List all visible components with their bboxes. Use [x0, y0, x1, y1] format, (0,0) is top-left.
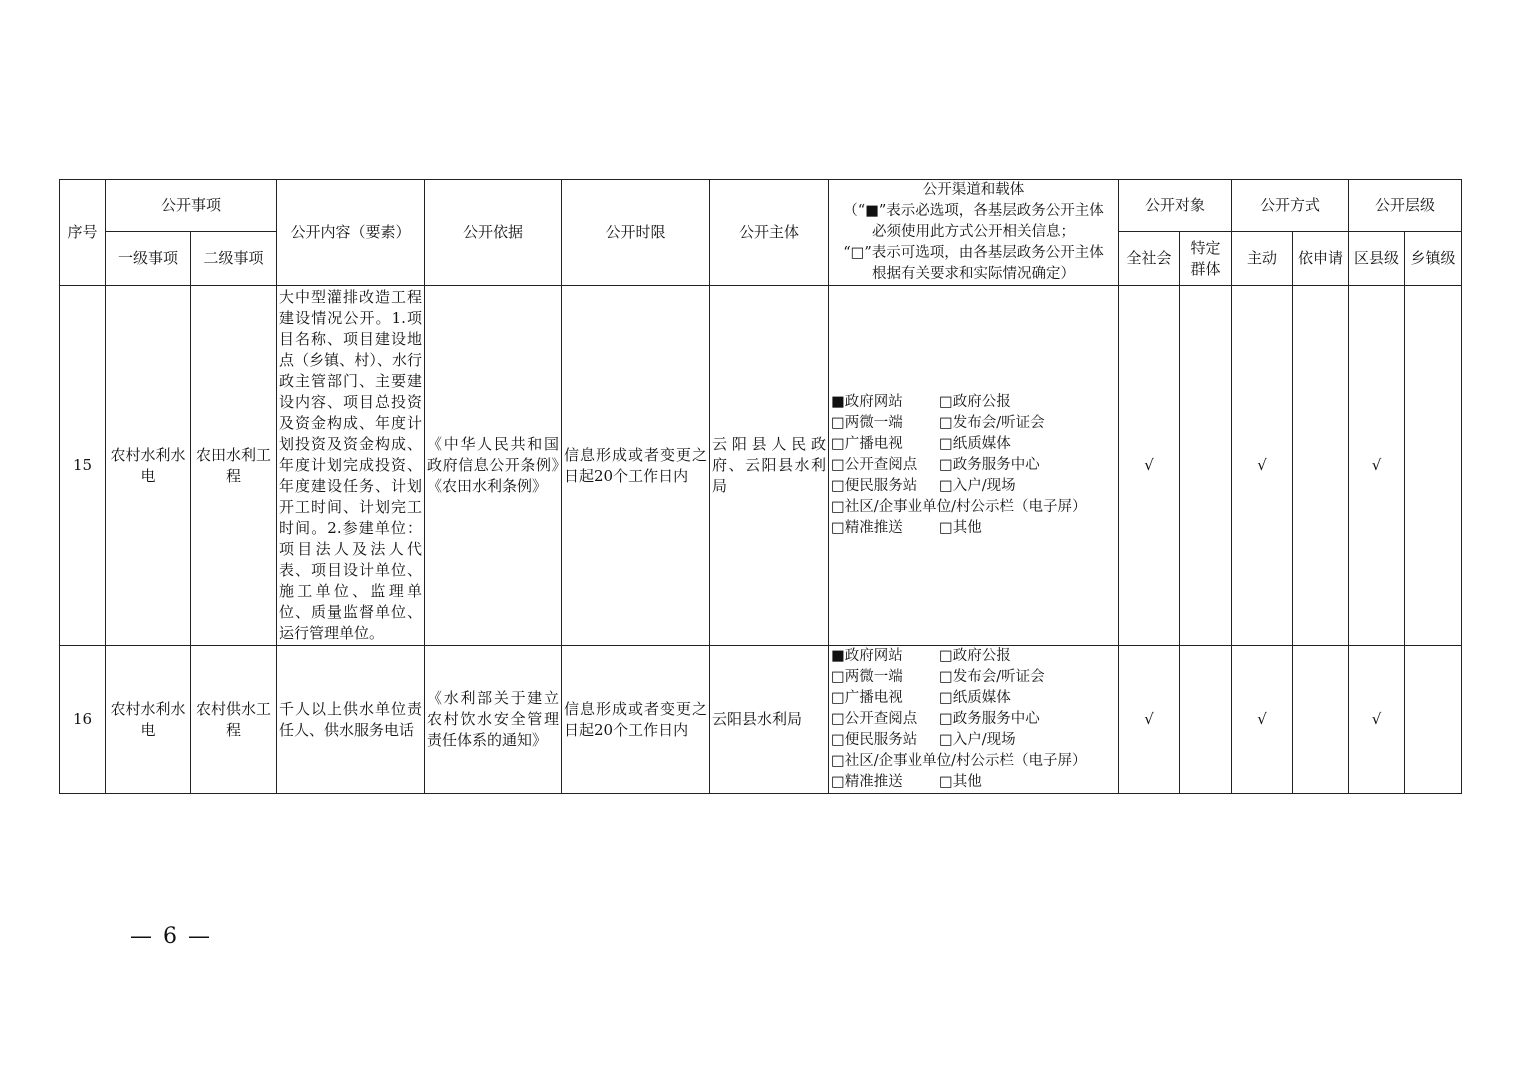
- row-method-request: [1293, 286, 1349, 646]
- header-target-specific-line: 特定: [1190, 238, 1221, 257]
- row-seq: 15: [60, 286, 106, 646]
- channel-option: □两微一端: [831, 669, 903, 685]
- channel-option: □政务服务中心: [939, 711, 1040, 727]
- header-deadline: 公开时限: [562, 180, 710, 286]
- header-item: 公开事项: [106, 180, 277, 232]
- header-target-all: 全社会: [1119, 232, 1180, 286]
- channel-option: □纸质媒体: [939, 436, 1011, 452]
- channel-option: □便民服务站: [831, 478, 918, 494]
- row-content: 千人以上供水单位责任人、供水服务电话: [277, 646, 425, 794]
- header-seq: 序号: [60, 180, 106, 286]
- row-target-specific: [1180, 646, 1232, 794]
- row-level2-item: 农村供水工程: [191, 646, 277, 794]
- row-basis: 《水利部关于建立农村饮水安全管理责任体系的通知》: [425, 646, 562, 794]
- header-item-l2: 二级事项: [191, 232, 277, 286]
- header-target-specific: [1180, 232, 1232, 286]
- row-method-request: [1293, 646, 1349, 794]
- header-content: 公开内容（要素）: [277, 180, 425, 286]
- header-channel: [829, 180, 1119, 286]
- row-target-specific: [1180, 286, 1232, 646]
- row-target-all: √: [1119, 646, 1180, 794]
- row-level-county: √: [1349, 646, 1405, 794]
- channel-option: □社区/企事业单位/村公示栏（电子屏）: [831, 753, 1087, 769]
- channel-option: □政府公报: [939, 648, 1011, 664]
- channel-option: □其他: [939, 520, 982, 536]
- table-row: [60, 646, 1462, 794]
- channel-line: [831, 518, 1116, 539]
- row-level-county: √: [1349, 286, 1405, 646]
- channel-option: □便民服务站: [831, 732, 918, 748]
- header-target: 公开对象: [1119, 180, 1232, 232]
- channel-line: [831, 434, 1116, 455]
- header-channel-line: 公开渠道和载体: [922, 182, 1025, 198]
- header-channel-line: （“■”表示必选项，各基层政务公开主体: [843, 203, 1104, 219]
- channel-option: □公开查阅点: [831, 457, 918, 473]
- header-item-l1: 一级事项: [106, 232, 191, 286]
- row-deadline: 信息形成或者变更之日起20个工作日内: [562, 646, 710, 794]
- channel-line: [831, 646, 1116, 667]
- header-channel-line: 根据有关要求和实际情况确定）: [872, 266, 1076, 282]
- row-level2-item: 农田水利工程: [191, 286, 277, 646]
- row-method-active: √: [1232, 286, 1293, 646]
- channel-option: □其他: [939, 774, 982, 790]
- channel-option: □纸质媒体: [939, 690, 1011, 706]
- channel-option: □两微一端: [831, 415, 903, 431]
- channel-line: [831, 751, 1116, 772]
- channel-line: [831, 392, 1116, 413]
- channel-option: □广播电视: [831, 436, 903, 452]
- table-row: [60, 286, 1462, 646]
- channel-option: □社区/企事业单位/村公示栏（电子屏）: [831, 499, 1087, 515]
- header-method-request: 依申请: [1293, 232, 1349, 286]
- channel-line: [831, 709, 1116, 730]
- header-target-specific-line: 群体: [1190, 259, 1221, 278]
- row-channels: [829, 646, 1119, 794]
- row-deadline: 信息形成或者变更之日起20个工作日内: [562, 286, 710, 646]
- channel-option: □入户/现场: [939, 732, 1016, 748]
- channel-option: □政府公报: [939, 394, 1011, 410]
- header-subject: 公开主体: [710, 180, 829, 286]
- channel-option: □精准推送: [831, 774, 903, 790]
- header-basis: 公开依据: [425, 180, 562, 286]
- row-level1-item: 农村水利水电: [106, 646, 191, 794]
- header-channel-line: 必须使用此方式公开相关信息；: [872, 224, 1076, 240]
- channel-line: [831, 413, 1116, 434]
- row-subject: 云阳县人民政府、云阳县水利局: [710, 286, 829, 646]
- row-level1-item: 农村水利水电: [106, 286, 191, 646]
- header-level: 公开层级: [1349, 180, 1462, 232]
- channel-line: [831, 730, 1116, 751]
- header-level-town: 乡镇级: [1405, 232, 1462, 286]
- channel-option: ■政府网站: [831, 648, 903, 664]
- row-level-town: [1405, 286, 1462, 646]
- channel-line: [831, 688, 1116, 709]
- disclosure-table: [59, 179, 1462, 794]
- channel-option: □精准推送: [831, 520, 903, 536]
- row-basis: 《中华人民共和国政府信息公开条例》《农田水利条例》: [425, 286, 562, 646]
- channel-option: □发布会/听证会: [939, 669, 1045, 685]
- row-channels: [829, 286, 1119, 646]
- header-method-active: 主动: [1232, 232, 1293, 286]
- page-number: — 6 —: [130, 924, 212, 949]
- channel-line: [831, 476, 1116, 497]
- channel-option: □广播电视: [831, 690, 903, 706]
- header-level-county: 区县级: [1349, 232, 1405, 286]
- row-seq: 16: [60, 646, 106, 794]
- channel-option: □发布会/听证会: [939, 415, 1045, 431]
- row-level-town: [1405, 646, 1462, 794]
- channel-option: ■政府网站: [831, 394, 903, 410]
- header-method: 公开方式: [1232, 180, 1349, 232]
- row-target-all: √: [1119, 286, 1180, 646]
- channel-line: [831, 497, 1116, 518]
- channel-line: [831, 772, 1116, 793]
- channel-line: [831, 455, 1116, 476]
- row-method-active: √: [1232, 646, 1293, 794]
- channel-option: □公开查阅点: [831, 711, 918, 727]
- channel-line: [831, 667, 1116, 688]
- row-subject: 云阳县水利局: [710, 646, 829, 794]
- row-content: 大中型灌排改造工程建设情况公开。1.项目名称、项目建设地点（乡镇、村）、水行政主管部门、主要建设内容、项目总投资及资金构成、年度计划投资及资金构成、年度计划完成投资、年度建设任务、计划开工时间、计划完工时间。2.参建单位：项目法人及法人代表、项目设计单位、施工单位、监理单位、质量监督单位、运行管理单位。: [277, 286, 425, 646]
- header-channel-line: “□”表示可选项，由各基层政务公开主体: [843, 245, 1104, 261]
- channel-option: □政务服务中心: [939, 457, 1040, 473]
- channel-option: □入户/现场: [939, 478, 1016, 494]
